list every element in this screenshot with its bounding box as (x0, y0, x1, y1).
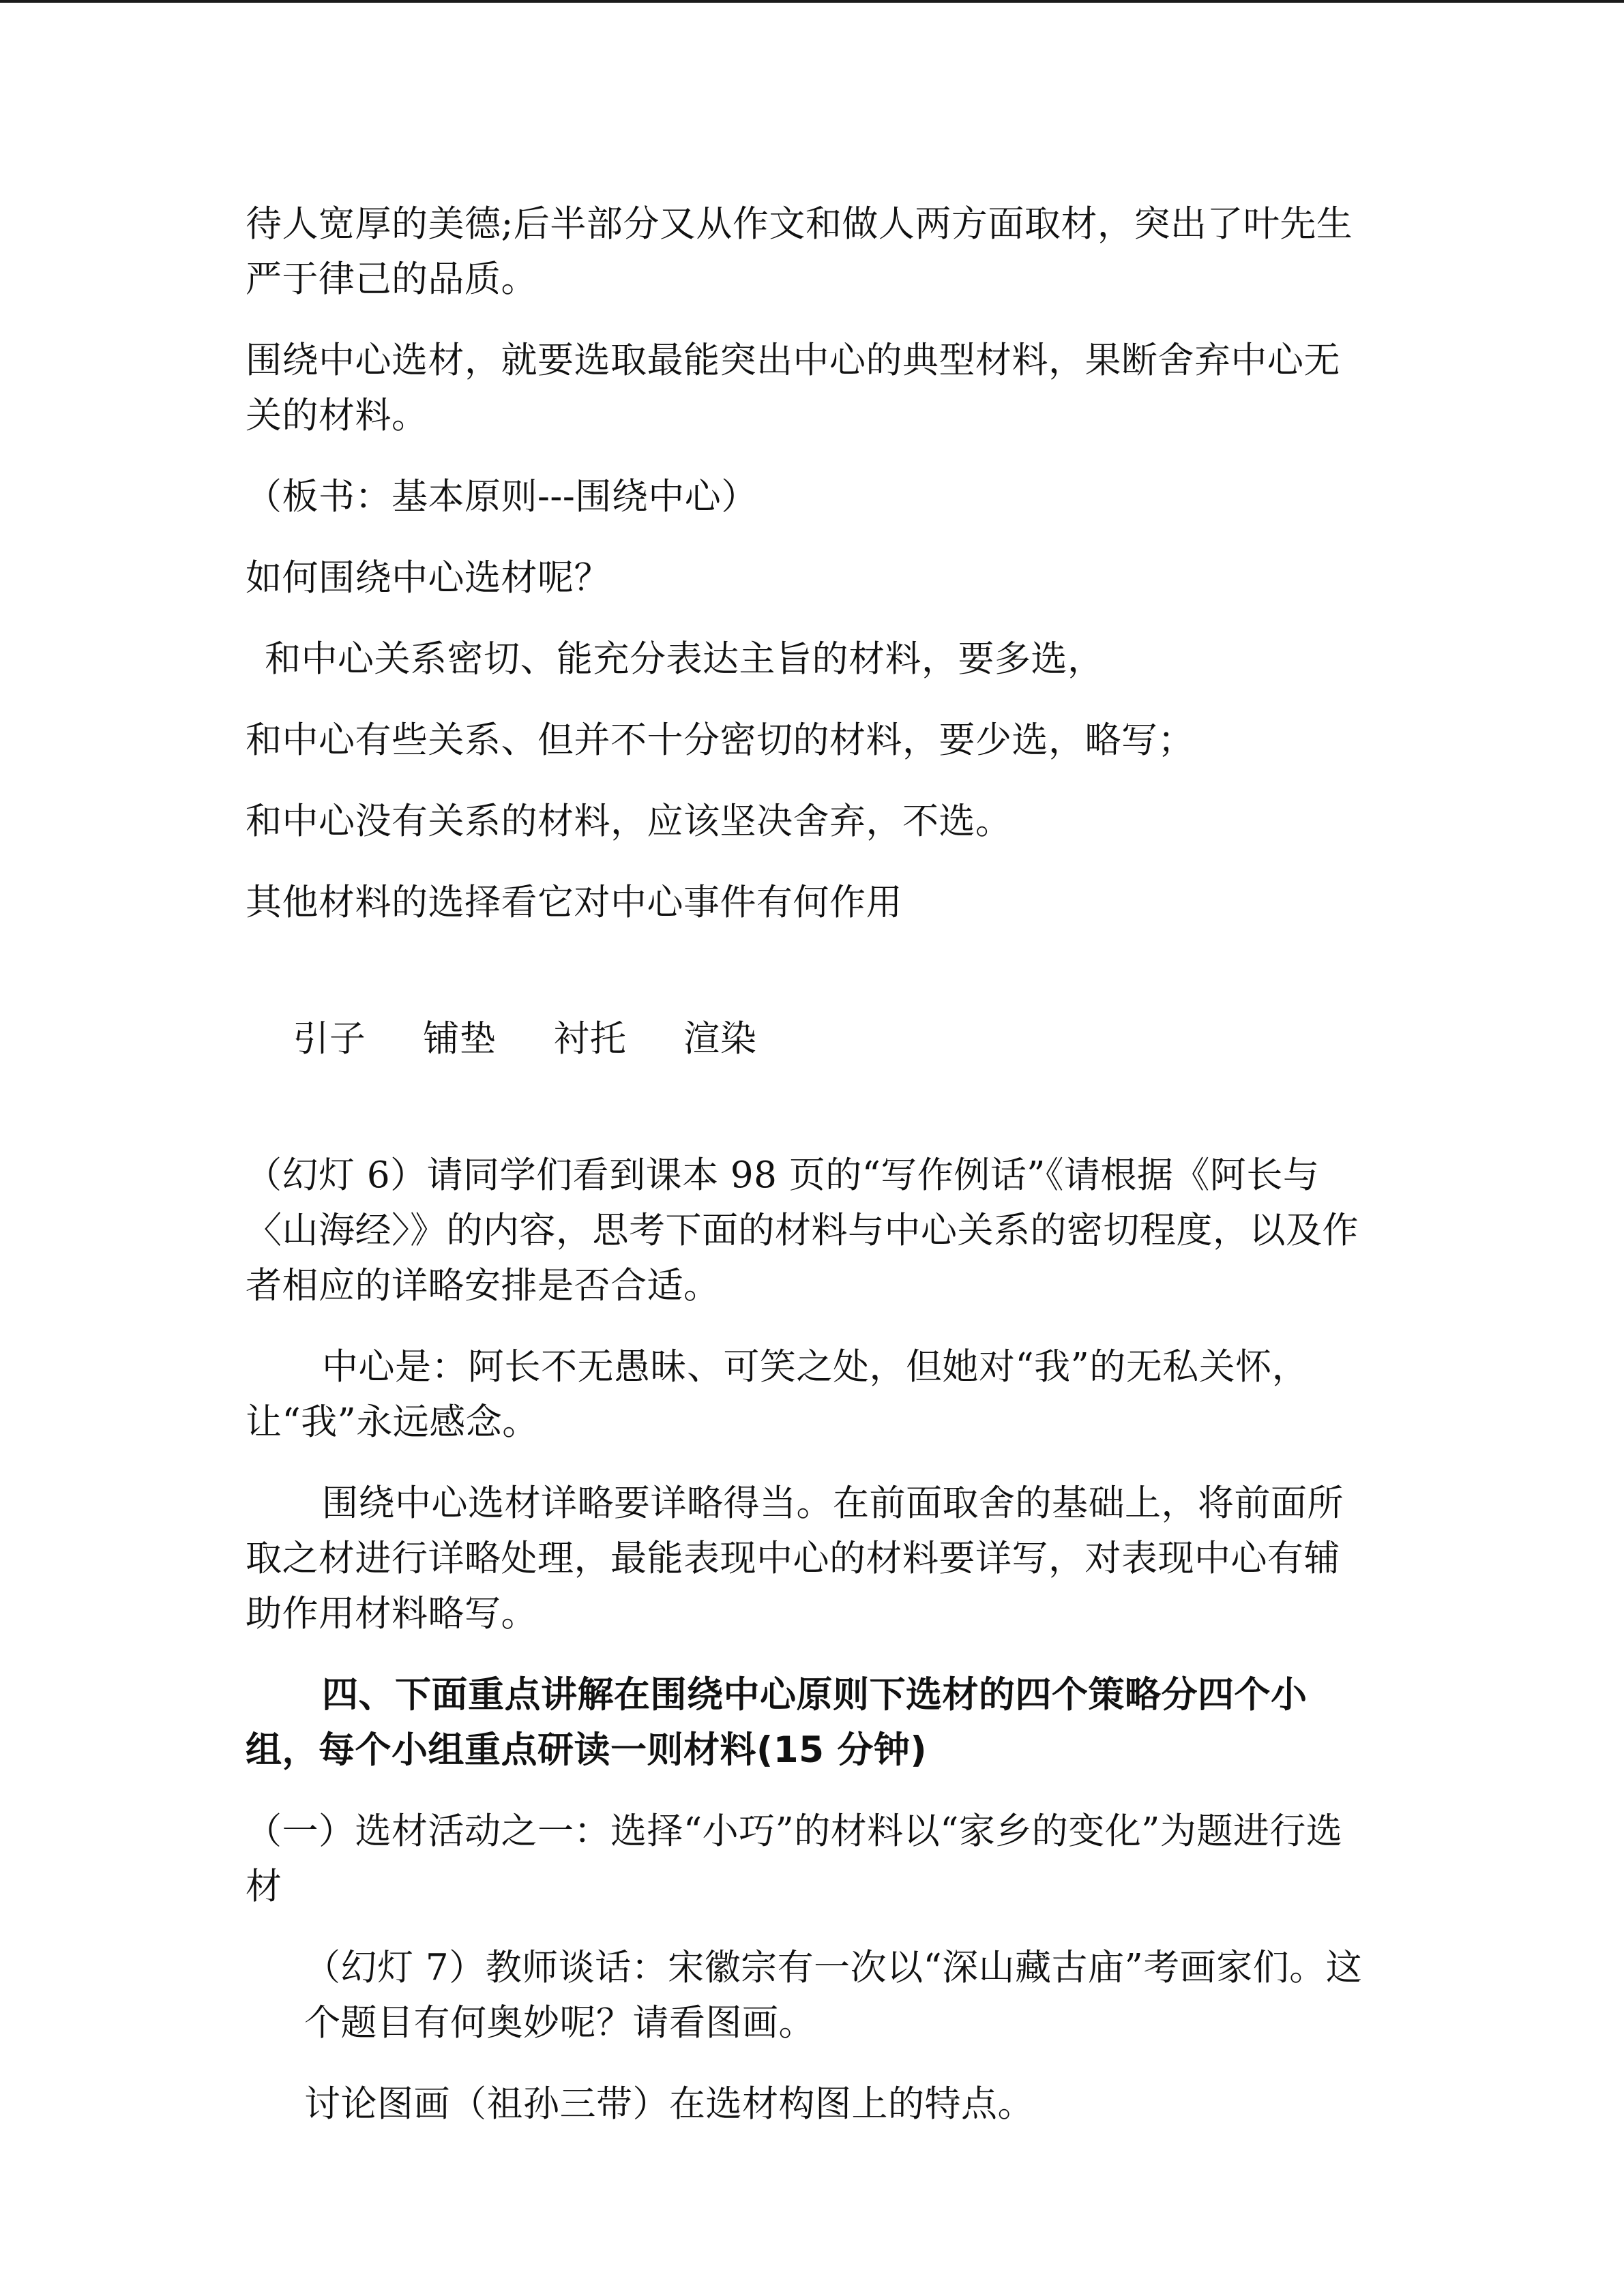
document-body (246, 196, 1371, 2158)
material-roles (246, 956, 1371, 1122)
role-item: 引子 (293, 1018, 366, 1060)
sub-heading: （一）选材活动之一：选择“小巧”的材料以“家乡的变化”为题进行选材 (246, 1810, 1343, 1907)
paragraph: 讨论图画（祖孙三带）在选材构图上的特点。 (304, 2083, 1034, 2125)
paragraph: 其他材料的选择看它对中心事件有何作用 (246, 882, 902, 923)
paragraph: 中心是：阿长不无愚昧、可笑之处，但她对“我”的无私关怀，让“我”永远感念。 (246, 1346, 1309, 1443)
paragraph: 待人宽厚的美德;后半部分又从作文和做人两方面取材，突出了叶先生严于律己的品质。 (246, 203, 1353, 300)
paragraph: 和中心没有关系的材料，应该坚决舍弃，不选。 (246, 801, 1012, 842)
paragraph: 围绕中心选材，就要选取最能突出中心的典型材料，果断舍弃中心无关的材料。 (246, 340, 1340, 436)
blackboard-note: （板书：基本原则---围绕中心） (246, 476, 758, 518)
role-item: 衬托 (553, 1018, 627, 1060)
role-item: 渲染 (683, 1018, 757, 1060)
section-heading: 四、下面重点讲解在围绕中心原则下选材的四个策略分四个小组，每个小组重点研读一则材料(15 分钟) (246, 1674, 1308, 1771)
paragraph: 和中心有些关系、但并不十分密切的材料，要少选，略写； (246, 719, 1194, 761)
paragraph: 和中心关系密切、能充分表达主旨的材料，要多选， (265, 638, 1104, 680)
question: 如何围绕中心选材呢？ (246, 557, 610, 599)
page-top-border (0, 0, 1624, 3)
paragraph: （幻灯 7）教师谈话：宋徽宗有一次以“深山藏古庙”考画家们。这个题目有何奥妙呢？请看图画。 (304, 1947, 1363, 2044)
role-item: 铺垫 (423, 1018, 497, 1060)
paragraph: 围绕中心选材详略要详略得当。在前面取舍的基础上，将前面所取之材进行详略处理，最能表现中心的材料要详写，对表现中心有辅助作用材料略写。 (246, 1482, 1344, 1635)
paragraph: （幻灯 6）请同学们看到课本 98 页的“写作例话”《请根据《阿长与〈山海经〉》的内容，思考下面的材料与中心关系的密切程度，以及作者相应的详略安排是否合适。 (246, 1154, 1359, 1307)
